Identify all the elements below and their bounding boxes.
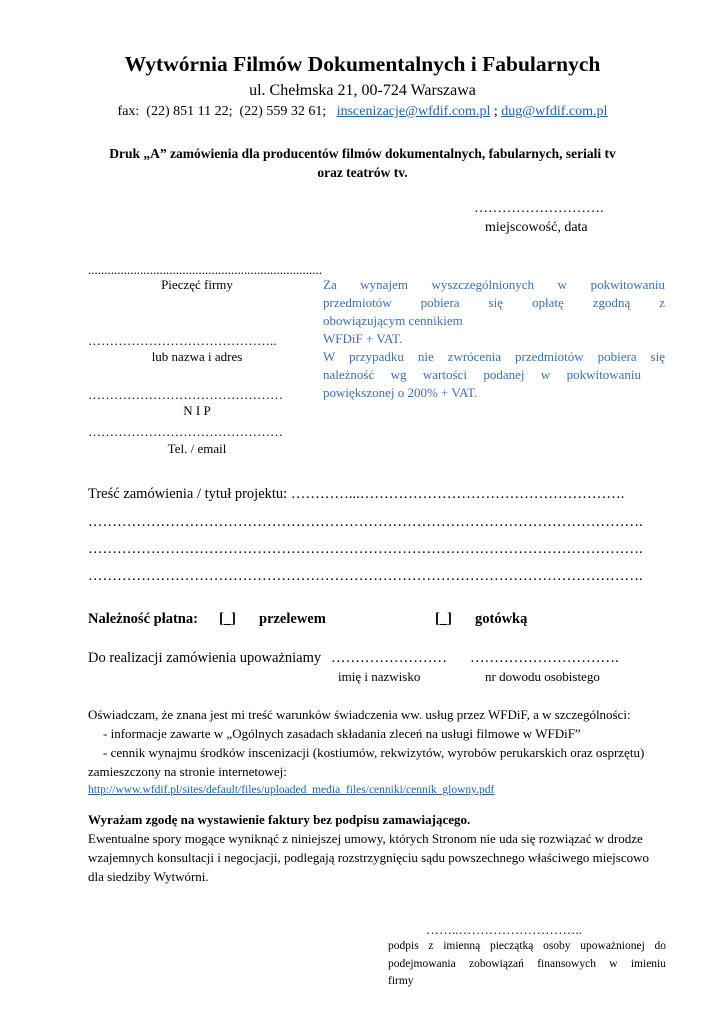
- cash-checkbox[interactable]: [_]: [435, 611, 452, 627]
- email-separator: ;: [490, 104, 502, 119]
- rental-notice: [323, 276, 665, 402]
- nip-field[interactable]: ………………………………………: [88, 387, 283, 402]
- declaration: [88, 705, 668, 800]
- notice-line: przedmiotów pobiera się opłatę zgodną z: [323, 295, 665, 310]
- declaration-line: - cennik wynajmu środków inscenizacji (kostiumów, rekwizytów, wyrobów perukarskich oraz osprzętu): [103, 745, 645, 760]
- declaration-line: - informacje zawarte w „Ogólnych zasadach składania zleceń na usługi filmowe w WFDiF”: [103, 726, 581, 741]
- company-contact: [0, 104, 725, 120]
- price-list-link[interactable]: http://www.wfdif.pl/sites/default/files/uploaded_media_files/cenniki/cennik_glowny.pdf: [88, 784, 495, 796]
- form-heading-line1: Druk „A” zamówienia dla producentów filmów dokumentalnych, fabularnych, seriali tv: [109, 146, 616, 161]
- signature-label-line: podejmowania zobowiązań finansowych w imieniu: [388, 957, 666, 970]
- consent-section: [88, 810, 668, 886]
- authorized-name-label: imię i nazwisko: [338, 669, 421, 684]
- email-link-dug[interactable]: dug@wfdif.com.pl: [501, 104, 608, 119]
- fax-numbers: fax: (22) 851 11 22; (22) 559 32 61;: [117, 104, 337, 119]
- notice-line: WFDiF + VAT.: [323, 331, 403, 346]
- signature-label: [388, 938, 666, 991]
- notice-line: W przypadku nie zwrócenia przedmiotów pobiera się: [323, 349, 665, 364]
- order-line-field[interactable]: …………………………………………………………………………………………………….: [88, 541, 643, 557]
- declaration-line: Oświadczam, że znana jest mi treść warunków świadczenia ww. usług przez WFDiF, a w szczególności:: [88, 707, 631, 722]
- authorized-name-field[interactable]: ……………………: [331, 650, 447, 666]
- company-name-field[interactable]: ……………………………………..: [88, 333, 277, 348]
- order-title-field[interactable]: Treść zamówienia / tytuł projektu: …………...……………………………………………….: [88, 486, 625, 502]
- payment-label: Należność płatna:: [88, 611, 198, 627]
- transfer-checkbox[interactable]: [_]: [219, 611, 236, 627]
- nip-label: N I P: [183, 403, 211, 418]
- company-name-label: lub nazwa i adres: [151, 349, 243, 364]
- tel-email-field[interactable]: ………………………………………: [88, 424, 283, 439]
- company-address: ul. Chełmska 21, 00-724 Warszawa: [249, 82, 476, 99]
- authorization-label: Do realizacji zamówienia upoważniamy: [88, 650, 322, 666]
- authorized-id-field[interactable]: ………………………….: [470, 650, 619, 666]
- order-line-field[interactable]: …………………………………………………………………………………………………….: [88, 568, 643, 584]
- disputes-line: dla siedziby Wytwórni.: [88, 869, 209, 884]
- authorized-id-label: nr dowodu osobistego: [485, 669, 600, 684]
- signature-label-line: firmy: [388, 975, 414, 987]
- disputes-line: Ewentualne spory mogące wyniknąć z niniejszej umowy, których Stronom nie uda się rozwiązać w drodze: [88, 831, 643, 846]
- company-title: Wytwórnia Filmów Dokumentalnych i Fabularnych: [124, 52, 601, 76]
- form-heading: [0, 144, 725, 182]
- notice-line: obowiązującym cennikiem: [323, 313, 463, 328]
- order-line-field[interactable]: …………………………………………………………………………………………………….: [88, 514, 643, 530]
- notice-line: należność wg wartości podanej w pokwitowaniu: [323, 367, 641, 382]
- cash-label: gotówką: [475, 611, 528, 627]
- email-link-inscenizacje[interactable]: inscenizacje@wfdif.com.pl: [336, 104, 491, 119]
- signature-field[interactable]: ……..………………………..: [426, 922, 582, 937]
- invoice-consent: Wyrażam zgodę na wystawienie faktury bez podpisu zamawiającego.: [88, 812, 471, 827]
- declaration-line: zamieszczony na stronie internetowej:: [88, 764, 287, 779]
- place-date-field[interactable]: ……………………….: [474, 201, 604, 216]
- place-date-label: miejscowość, data: [485, 220, 588, 235]
- stamp-field[interactable]: ........................................................................: [88, 262, 322, 277]
- disputes-line: wzajemnych konsultacji i negocjacji, podlegają rozstrzygnięciu sądu powszechnego właściwego miejscowo: [88, 850, 649, 865]
- notice-line: powiększonej o 200% + VAT.: [323, 385, 478, 400]
- notice-line: Za wynajem wyszczególnionych w pokwitowaniu: [323, 277, 665, 292]
- form-heading-line2: oraz teatrów tv.: [317, 165, 408, 180]
- signature-label-line: podpis z imienną pieczątką osoby upoważnionej do: [388, 940, 666, 952]
- tel-email-label: Tel. / email: [167, 441, 227, 456]
- transfer-label: przelewem: [259, 611, 326, 627]
- stamp-label: Pieczęć firmy: [161, 277, 233, 292]
